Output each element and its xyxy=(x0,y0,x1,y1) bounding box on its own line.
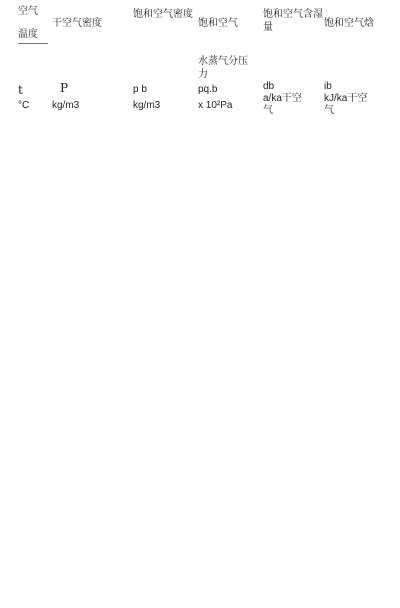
symbol-t: t xyxy=(18,83,23,97)
symbol-pqb: pq.b xyxy=(198,84,218,95)
col1-title-underline xyxy=(18,43,48,44)
unit-t: °C xyxy=(18,100,30,111)
col4-title: 饱和空气 xyxy=(198,18,238,29)
col1-title-line1: 空气 xyxy=(18,6,38,17)
symbol-ib-unit-line2: 气 xyxy=(324,105,334,116)
col4-subtitle: 水蒸气分压力 xyxy=(198,56,248,80)
symbol-rho: P xyxy=(60,81,69,95)
col5-title: 饱和空气含湿量 xyxy=(263,9,323,33)
symbol-ib: ib xyxy=(324,81,332,92)
unit-pq: x 10²Pa xyxy=(198,100,233,111)
symbol-ib-unit-line1: kJ/ka干空 xyxy=(324,93,368,104)
symbol-db: db xyxy=(263,81,275,92)
symbol-db-unit-line1: a/ka干空 xyxy=(263,93,302,104)
symbol-rho-b: p b xyxy=(133,84,147,95)
unit-rho: kg/m3 xyxy=(52,100,80,111)
col2-title: 干空气密度 xyxy=(52,18,102,29)
col1-title-line2: 温度 xyxy=(18,29,38,40)
col6-title: 饱和空气焓 xyxy=(324,18,374,29)
unit-rho-b: kg/m3 xyxy=(133,100,161,111)
symbol-db-unit-line2: 气 xyxy=(263,105,273,116)
col3-title: 饱和空气密度 xyxy=(133,9,193,20)
